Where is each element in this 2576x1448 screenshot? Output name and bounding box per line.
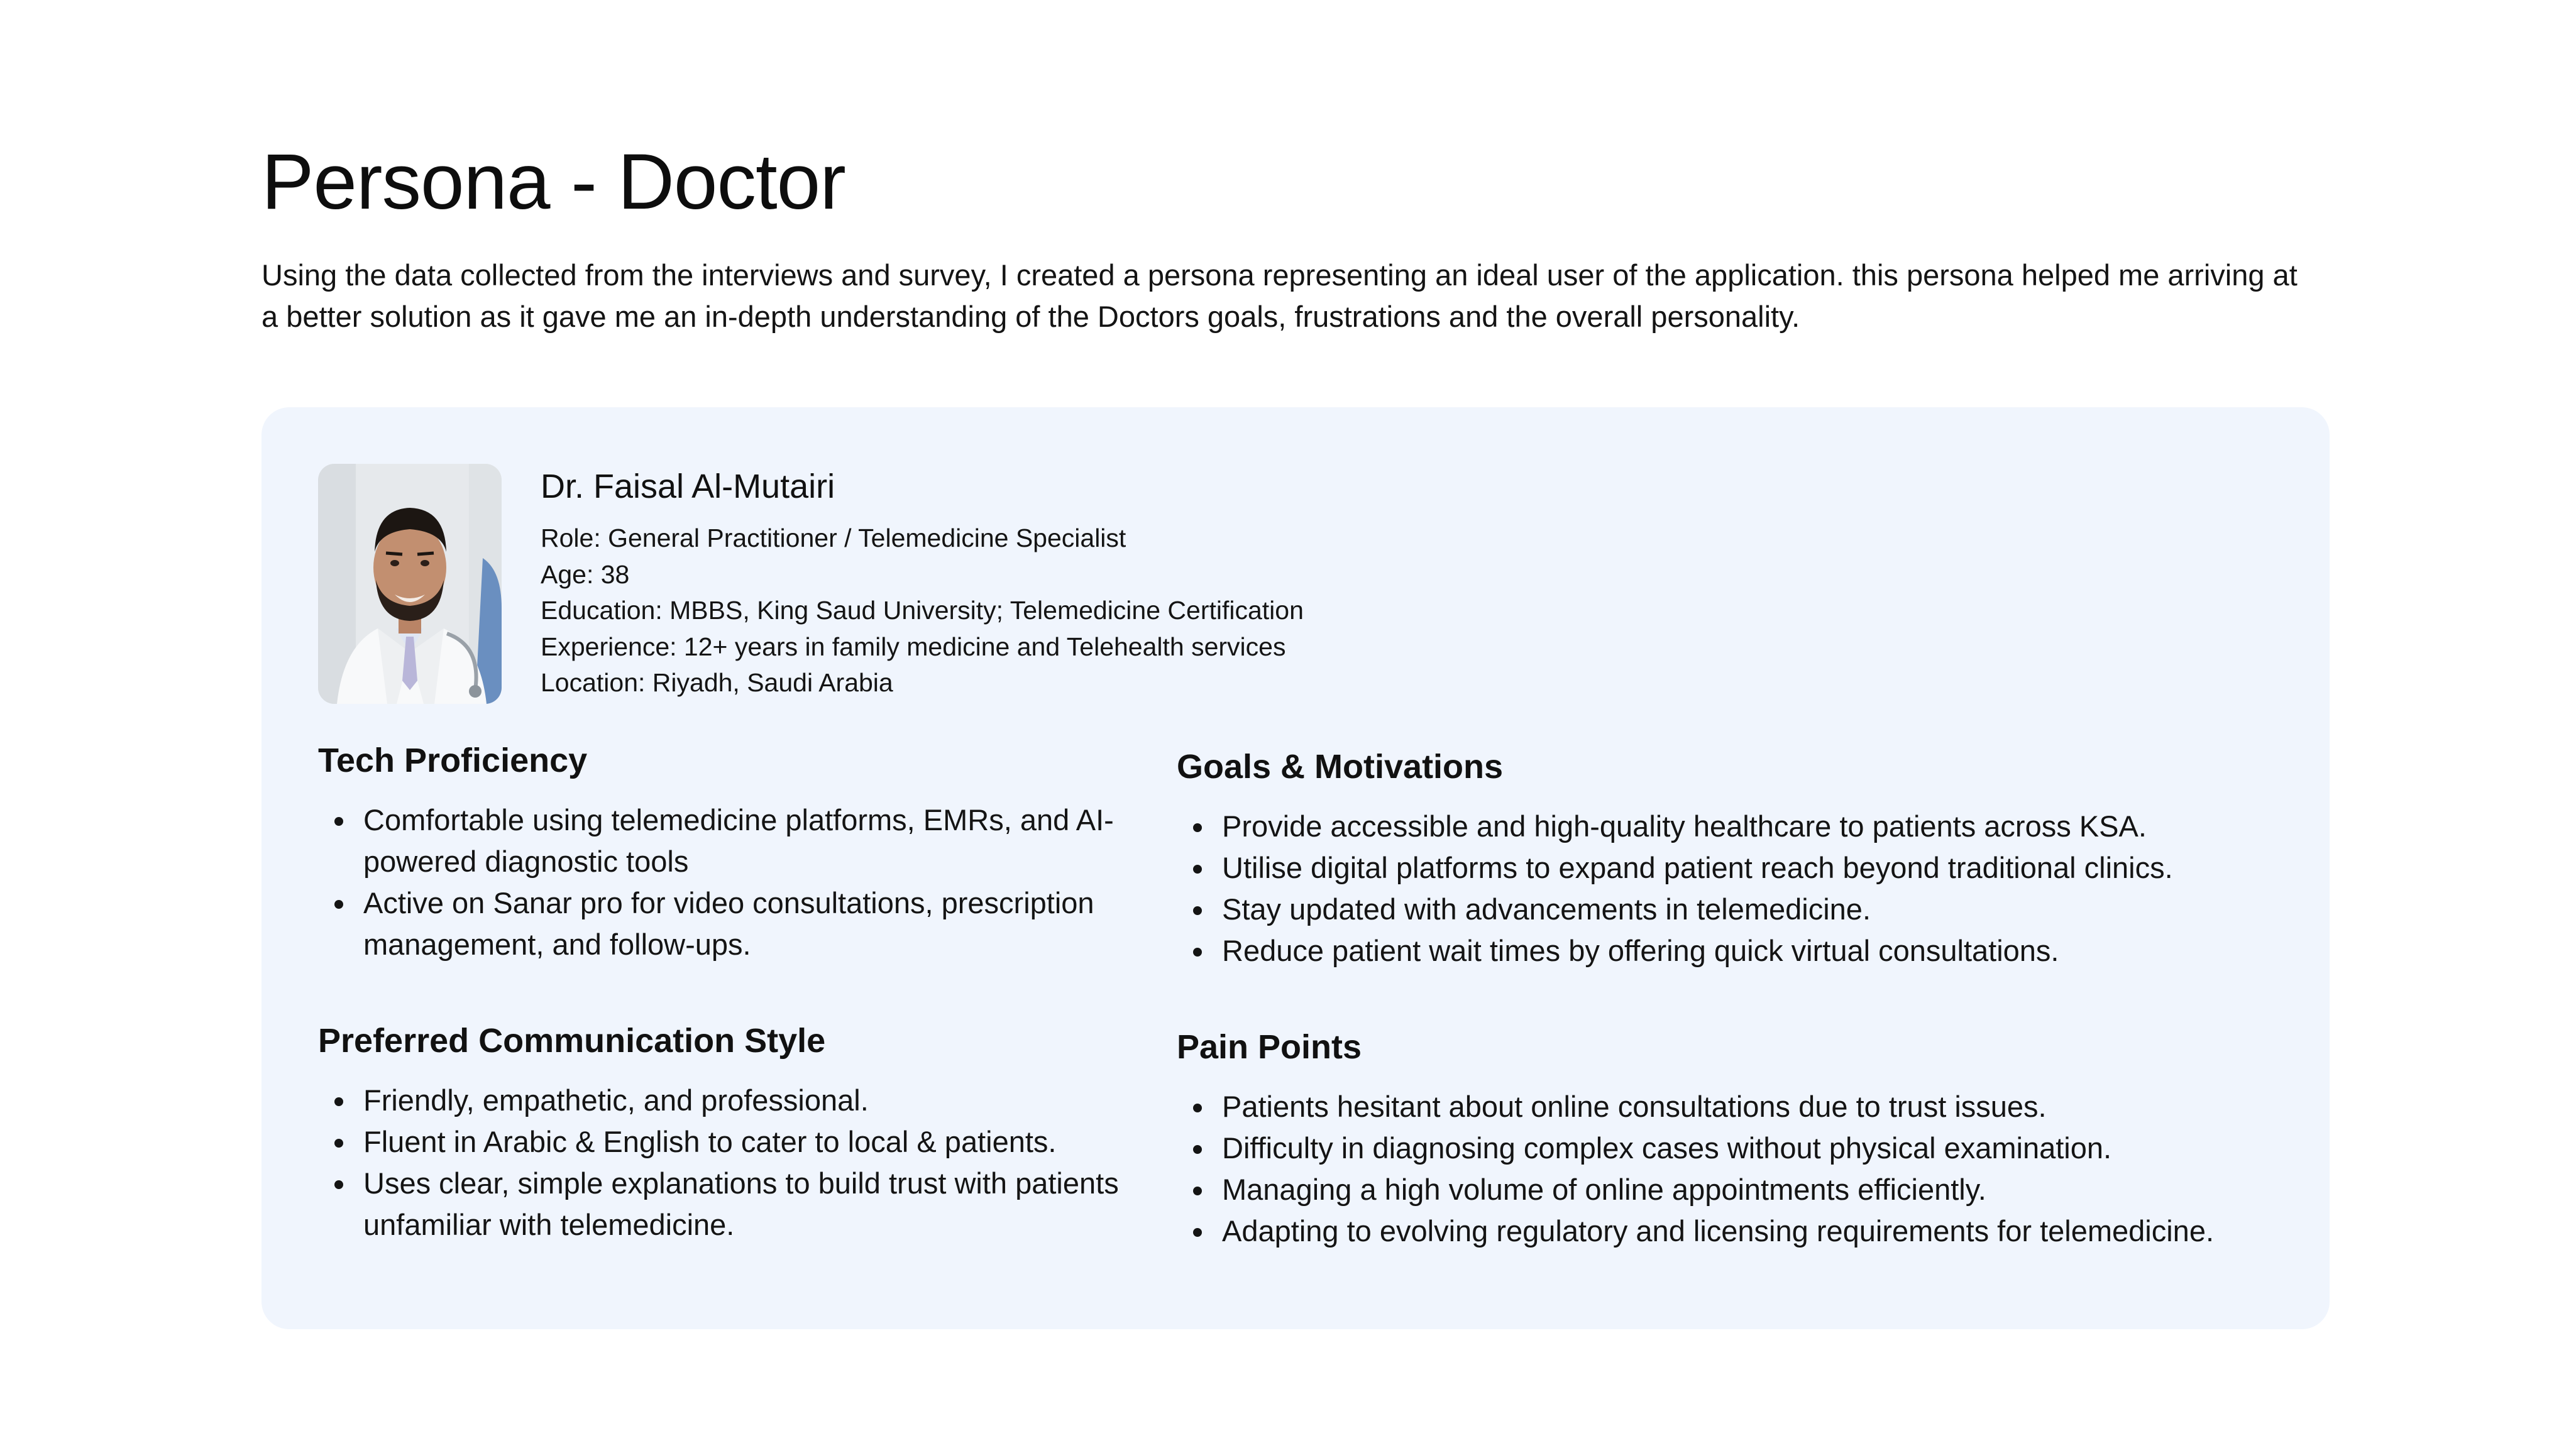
tech-proficiency-heading: Tech Proficiency (318, 742, 588, 779)
intro-paragraph: Using the data collected from the interviews and survey, I created a persona representing an ideal user of the application. this persona helped me arriving at a better solution as it gave me an in-depth understanding of the Doctors goals, frustrations and the overall personality. (261, 258, 2298, 333)
list-item-text: Patients hesitant about online consultations due to trust issues. (1222, 1090, 2047, 1123)
list-item-text: Stay updated with advancements in telemedicine. (1222, 892, 1871, 926)
list-item-text: Utilise digital platforms to expand patient reach beyond traditional clinics. (1222, 851, 2173, 884)
communication-style-heading: Preferred Communication Style (318, 1022, 826, 1060)
bullet-icon (334, 817, 343, 826)
list-item-text: Active on Sanar pro for video consultations, prescription management, and follow-ups. (363, 886, 1094, 961)
list-item (1177, 806, 2308, 847)
persona-age: Age: 38 (541, 559, 630, 589)
goals-motivations-list (1177, 806, 2308, 972)
bullet-icon (1193, 823, 1202, 832)
persona-photo (318, 464, 502, 704)
bullet-icon (1193, 1187, 1202, 1195)
list-item (1177, 1210, 2308, 1252)
bullet-icon (334, 1180, 343, 1189)
bullet-icon (1193, 948, 1202, 957)
list-item-text: Uses clear, simple explanations to build trust with patients unfamiliar with telemedicine. (363, 1166, 1119, 1241)
bullet-icon (334, 1139, 343, 1148)
goals-motivations-section (1177, 744, 2308, 972)
bullet-icon (1193, 906, 1202, 915)
communication-style-section (318, 1018, 1123, 1246)
list-item (1177, 847, 2308, 889)
list-item (1177, 1169, 2308, 1210)
page-title: Persona - Doctor (261, 138, 845, 226)
list-item-text: Difficulty in diagnosing complex cases without physical examination. (1222, 1131, 2112, 1165)
tech-proficiency-section (318, 738, 1123, 965)
list-item (1177, 889, 2308, 930)
pain-points-heading: Pain Points (1177, 1028, 1362, 1066)
list-item-text: Managing a high volume of online appointments efficiently. (1222, 1173, 1986, 1206)
list-item (318, 1080, 1123, 1121)
list-item (318, 1163, 1123, 1246)
bullet-icon (1193, 1228, 1202, 1237)
list-item-text: Comfortable using telemedicine platforms, EMRs, and AI-powered diagnostic tools (363, 803, 1114, 878)
pain-points-list (1177, 1086, 2308, 1252)
list-item (1177, 930, 2308, 972)
list-item-text: Reduce patient wait times by offering quick virtual consultations. (1222, 934, 2059, 967)
persona-name: Dr. Faisal Al-Mutairi (541, 468, 835, 505)
list-item-text: Fluent in Arabic & English to cater to local & patients. (363, 1125, 1057, 1158)
goals-motivations-heading: Goals & Motivations (1177, 748, 1504, 786)
list-item-text: Provide accessible and high-quality healthcare to patients across KSA. (1222, 809, 2147, 843)
bullet-icon (1193, 865, 1202, 874)
persona-profile (541, 464, 1304, 701)
persona-location: Location: Riyadh, Saudi Arabia (541, 668, 893, 697)
list-item (1177, 1127, 2308, 1169)
persona-education: Education: MBBS, King Saud University; Telemedicine Certification (541, 596, 1304, 625)
pain-points-section (1177, 1024, 2308, 1252)
list-item (318, 799, 1123, 882)
bullet-icon (334, 1097, 343, 1106)
persona-experience: Experience: 12+ years in family medicine and Telehealth services (541, 632, 1286, 661)
list-item-text: Friendly, empathetic, and professional. (363, 1083, 869, 1117)
communication-style-list (318, 1080, 1123, 1246)
list-item (318, 1121, 1123, 1163)
tech-proficiency-list (318, 799, 1123, 965)
list-item-text: Adapting to evolving regulatory and licensing requirements for telemedicine. (1222, 1214, 2215, 1248)
list-item (1177, 1086, 2308, 1127)
persona-role: Role: General Practitioner / Telemedicine Specialist (541, 524, 1126, 552)
persona-card (261, 407, 2330, 1329)
list-item (318, 882, 1123, 965)
bullet-icon (1193, 1104, 1202, 1112)
bullet-icon (1193, 1145, 1202, 1154)
bullet-icon (334, 900, 343, 909)
